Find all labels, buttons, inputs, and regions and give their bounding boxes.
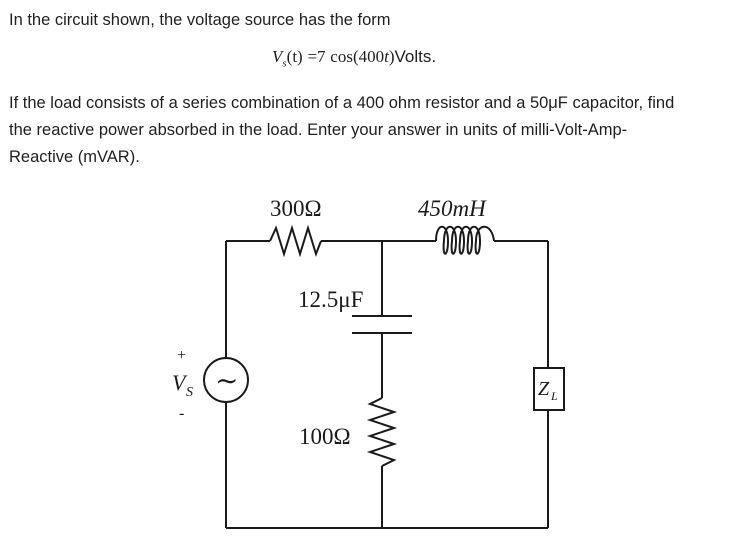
eq-lhs-sub: s bbox=[282, 57, 287, 70]
eq-lhs-symbol: V bbox=[272, 47, 283, 66]
inductor-symbol bbox=[436, 227, 494, 254]
source-label-sub: S bbox=[186, 385, 193, 400]
inductor-label: 450mH bbox=[418, 196, 486, 221]
capacitor-label: 12.5μF bbox=[298, 287, 364, 312]
sine-wave-icon: ∼ bbox=[215, 366, 239, 397]
eq-arg-var: t bbox=[384, 47, 389, 66]
eq-equals: =7 bbox=[307, 47, 326, 66]
question-line-3: Reactive (mVAR). bbox=[9, 148, 140, 166]
resistor-300-symbol bbox=[270, 228, 321, 254]
load-label-symbol: Z bbox=[538, 378, 550, 400]
problem-intro: In the circuit shown, the voltage source has the form bbox=[9, 11, 391, 29]
load-label-sub: L bbox=[551, 389, 558, 403]
eq-arg-open: (400 bbox=[352, 47, 385, 66]
resistor-100-label: 100Ω bbox=[299, 424, 351, 449]
source-minus-sign: - bbox=[179, 405, 185, 422]
question-line-2: the reactive power absorbed in the load. Enter your answer in units of milli-Volt-Amp- bbox=[9, 121, 628, 139]
source-plus-sign: + bbox=[177, 347, 187, 364]
resistor-300-label: 300Ω bbox=[270, 196, 322, 221]
eq-unit: Volts. bbox=[394, 47, 437, 66]
source-label-symbol: V bbox=[172, 370, 186, 395]
question-line-1: If the load consists of a series combination of a 400 ohm resistor and a 50μF capacitor, find bbox=[9, 94, 675, 112]
resistor-100-symbol bbox=[370, 398, 394, 466]
eq-func: cos bbox=[330, 47, 353, 66]
eq-arg-close: ) bbox=[388, 47, 395, 66]
eq-lhs-arg: (t) bbox=[286, 47, 303, 66]
